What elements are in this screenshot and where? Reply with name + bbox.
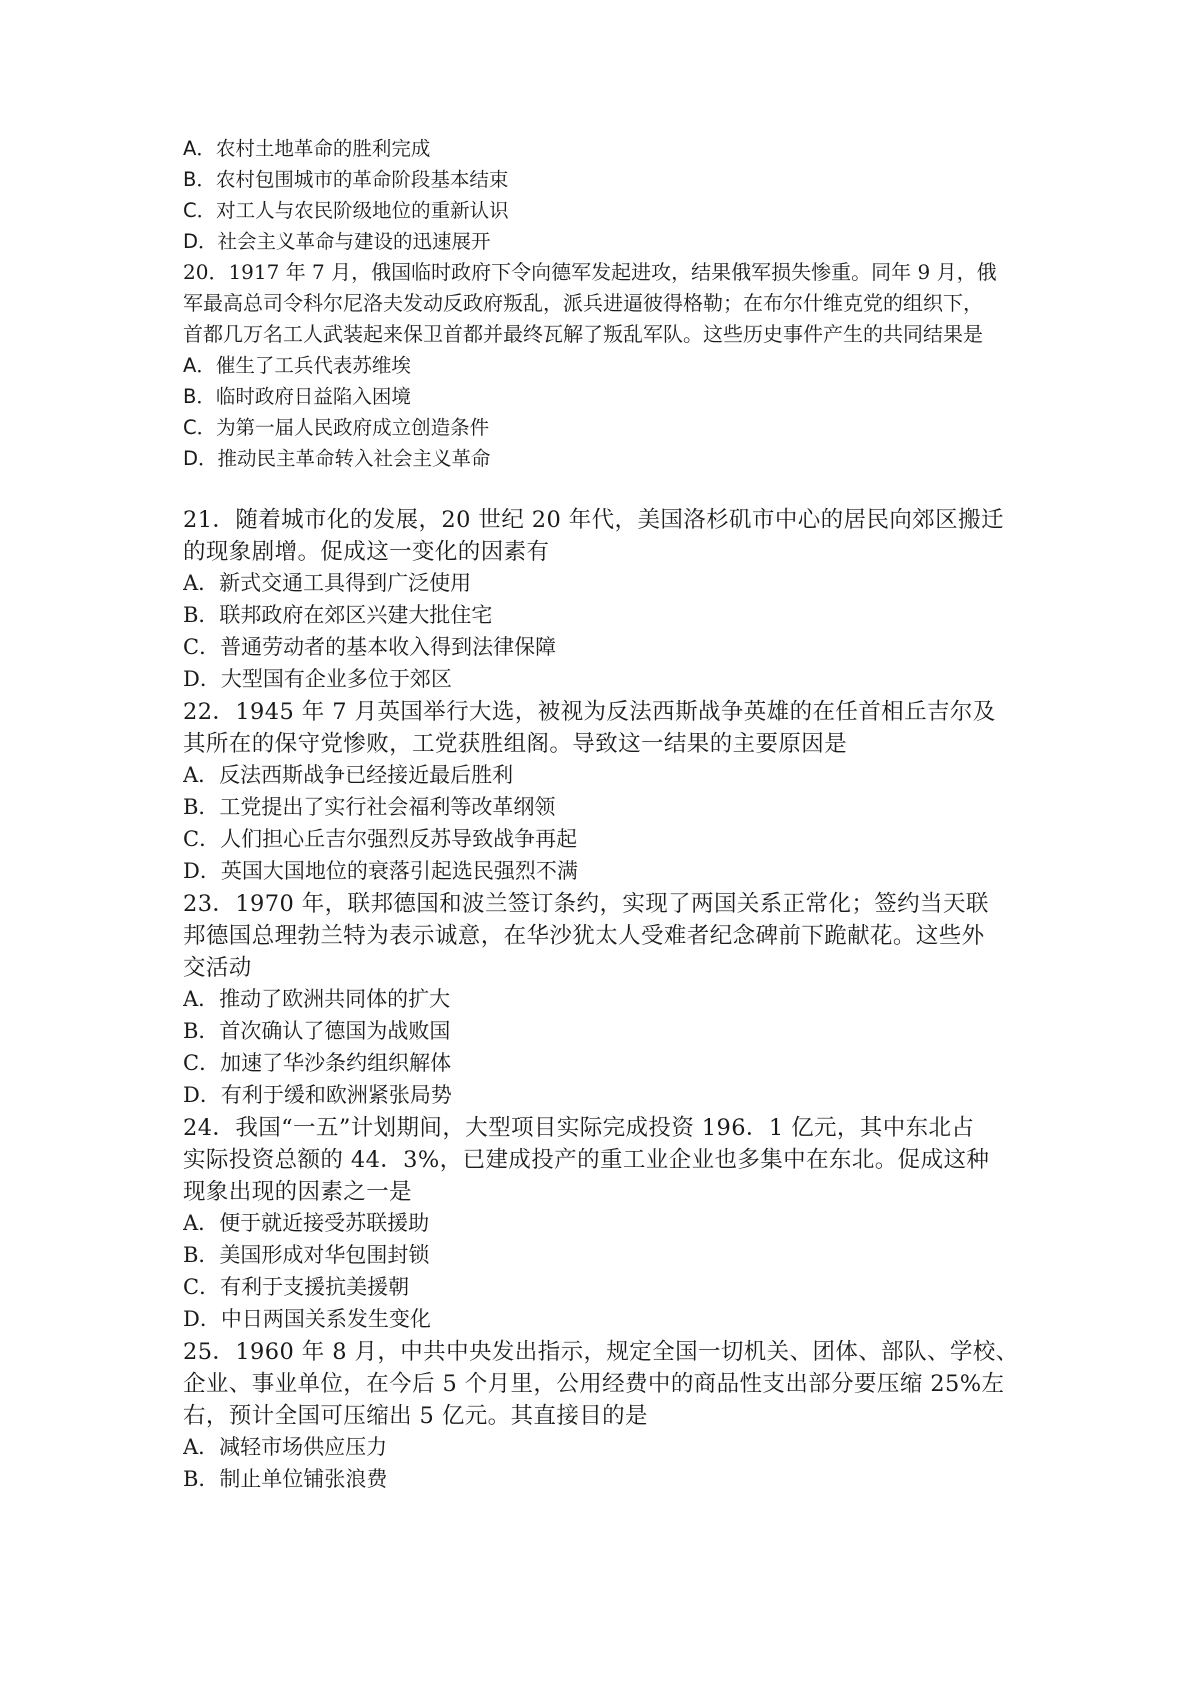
q24-stem-line: 24．我国“一五”计划期间，大型项目实际完成投资 196．1 亿元，其中东北占	[183, 1115, 975, 1141]
q25-stem-line: 右，预计全国可压缩出 5 亿元。其直接目的是	[183, 1403, 648, 1429]
q25-option-b: B．制止单位铺张浪费	[183, 1467, 388, 1491]
q20-option-c: C．为第一届人民政府成立创造条件	[183, 416, 490, 439]
q24-stem-line: 实际投资总额的 44．3%，已建成投产的重工业企业也多集中在东北。促成这种	[183, 1147, 990, 1173]
q19-option-b: B．农村包围城市的革命阶段基本结束	[183, 168, 509, 191]
q21-stem-line: 的现象剧增。促成这一变化的因素有	[183, 539, 550, 565]
q23-option-c: C．加速了华沙条约组织解体	[183, 1051, 452, 1075]
q19-option-d: D．社会主义革命与建设的迅速展开	[183, 230, 491, 253]
q24-option-b: B．美国形成对华包围封锁	[183, 1243, 430, 1267]
q24-option-d: D．中日两国关系发生变化	[183, 1307, 431, 1331]
q20-option-d: D．推动民主革命转入社会主义革命	[183, 447, 491, 470]
q19-option-a: A．农村土地革命的胜利完成	[183, 137, 431, 160]
q23-option-d: D．有利于缓和欧洲紧张局势	[183, 1083, 452, 1107]
q20-option-b: B．临时政府日益陷入困境	[183, 385, 411, 408]
q20-option-a: A．催生了工兵代表苏维埃	[183, 354, 411, 377]
q20-stem-line: 20．1917 年 7 月，俄国临时政府下令向德军发起进攻，结果俄军损失惨重。同年 9 月，俄	[183, 260, 997, 284]
q25-option-a: A．减轻市场供应压力	[183, 1435, 388, 1459]
q22-option-a: A．反法西斯战争已经接近最后胜利	[183, 763, 514, 787]
q24-option-a: A．便于就近接受苏联援助	[183, 1211, 430, 1235]
q22-option-c: C．人们担心丘吉尔强烈反苏导致战争再起	[183, 827, 578, 851]
q20-stem-line: 首都几万名工人武装起来保卫首都并最终瓦解了叛乱军队。这些历史事件产生的共同结果是	[183, 322, 983, 346]
q21-stem-line: 21．随着城市化的发展，20 世纪 20 年代，美国洛杉矶市中心的居民向郊区搬迁	[183, 507, 1004, 533]
q23-stem-line: 23．1970 年，联邦德国和波兰签订条约，实现了两国关系正常化；签约当天联	[183, 891, 989, 917]
q21-option-c: C．普通劳动者的基本收入得到法律保障	[183, 635, 557, 659]
q22-option-d: D．英国大国地位的衰落引起选民强烈不满	[183, 859, 578, 883]
q24-option-c: C．有利于支援抗美援朝	[183, 1275, 410, 1299]
q22-stem-line: 其所在的保守党惨败，工党获胜组阁。导致这一结果的主要原因是	[183, 731, 848, 757]
q22-option-b: B．工党提出了实行社会福利等改革纲领	[183, 795, 556, 819]
q20-stem-line: 军最高总司令科尔尼洛夫发动反政府叛乱，派兵进逼彼得格勒；在布尔什维克党的组织下，	[183, 291, 983, 315]
q21-option-d: D．大型国有企业多位于郊区	[183, 667, 452, 691]
q21-option-a: A．新式交通工具得到广泛使用	[183, 571, 472, 595]
q23-option-a: A．推动了欧洲共同体的扩大	[183, 987, 451, 1011]
q24-stem-line: 现象出现的因素之一是	[183, 1179, 413, 1205]
q23-option-b: B．首次确认了德国为战败国	[183, 1019, 451, 1043]
q19-option-c: C．对工人与农民阶级地位的重新认识	[183, 199, 509, 222]
q25-stem-line: 25．1960 年 8 月，中共中央发出指示，规定全国一切机关、团体、部队、学校、	[183, 1339, 1019, 1365]
q23-stem-line: 邦德国总理勃兰特为表示诚意，在华沙犹太人受难者纪念碑前下跪献花。这些外	[183, 923, 985, 949]
q25-stem-line: 企业、事业单位，在今后 5 个月里，公用经费中的商品性支出部分要压缩 25%左	[183, 1371, 1005, 1397]
q22-stem-line: 22．1945 年 7 月英国举行大选，被视为反法西斯战争英雄的在任首相丘吉尔及	[183, 699, 996, 725]
q23-stem-line: 交活动	[183, 955, 252, 981]
q21-option-b: B．联邦政府在郊区兴建大批住宅	[183, 603, 493, 627]
